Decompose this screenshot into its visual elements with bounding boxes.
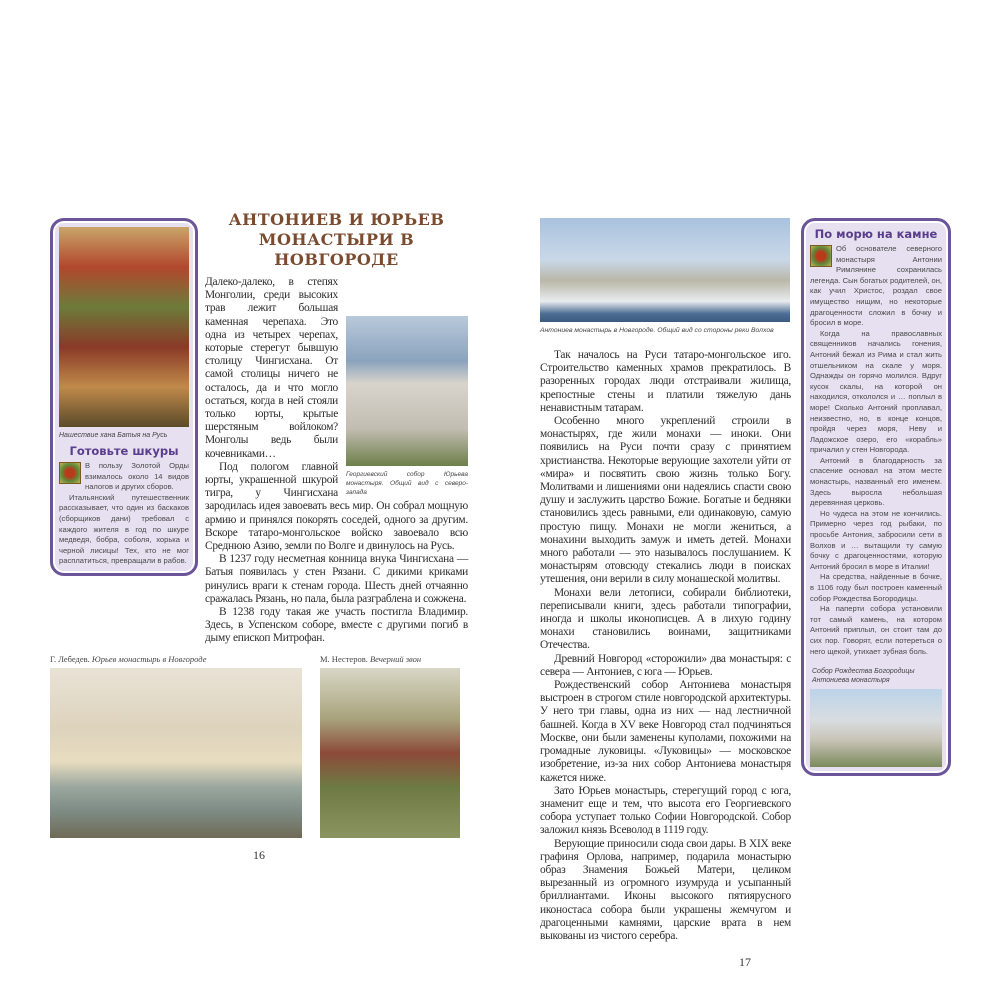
sidebar-image-caption: [812, 667, 942, 685]
left-main-column: [205, 210, 468, 646]
miniature-caption: Нашествие хана Батыя на Русь: [59, 432, 168, 439]
top-photo-caption: Антониев монастырь в Новгороде. Общий вид со стороны реки Волхов: [540, 327, 774, 334]
paintings-row: [50, 654, 468, 838]
sidebar-paragraph: Антоний в благодарность за спасение основал на этом месте монастырь, названный его именем. Здесь выросла небольшая деревянная церковь.: [810, 455, 942, 508]
paragraph: Под пологом главной юрты, украшенной шкурой тигра, у Чингисхана зародилась идея завоевать весь мир. Он собрал мощную армию и принялся покорять соседей, одного за другим. Вскоре татаро-монгольское войско завоевало всю Среднюю Азию, земли по Волге и двинулось на Русь.: [205, 460, 468, 553]
sidebar-heading: По морю на камне: [814, 227, 938, 241]
caption-line: Собор Рождества Богородицы: [812, 668, 915, 676]
sidebar-paragraph: Но чудеса на этом не кончились. Примерно через год рыбаки, по просьбе Антония, забросили сети в Волхов и … вытащили ту самую бочку с драгоценностями, которую Антоний бросил в море в Италии!: [810, 508, 942, 571]
paragraph: Далеко-далеко, в степях Монголии, среди высоких трав лежит большая каменная черепаха. Это одна из четырех черепах, которые стерегут бывшую столицу Чингисхана. От самой столицы ничего не осталось, да и что могло остаться, когда в ней стояли только юрты, крытые шерстяным войлоком? Монголы ведь были кочевниками…: [205, 276, 338, 460]
painting2-figure: [320, 654, 460, 838]
painting1-figure: [50, 654, 302, 838]
inset-caption: Георгиевский собор Юрьева монастыря. Общий вид с северо-запада: [346, 471, 468, 496]
right-body-text: [540, 349, 791, 943]
title-line: АНТОНИЕВ И ЮРЬЕВ: [228, 210, 445, 229]
sidebar-paragraph: Когда на православных священников начались гонения, Антоний бежал из Рима и стал жить отшельником на скале у моря. Однажды он горячо молился. Вдруг кусок скалы, на которой он находился, откололся и … поплыл в море! Сколько Антоний проплавал, неизвестно, но, в конце концов, пройдя через моря, Неву и Ладожское озеро, его «корабль» причалил у стен Новгорода.: [810, 328, 942, 455]
painting-author: М. Нестеров.: [320, 653, 368, 664]
antoniev-monastery-photo: [540, 218, 790, 322]
sidebar-paragraph: Об основателе северного монастыря Антонии Римлянине сохранилась легенда. Сын богатых родителей, он, как учил Христос, роздал свое имущество нищим, но некоторые драгоценности сложил в бочку и бросил в море.: [810, 244, 942, 328]
sidebar-text: [810, 244, 942, 657]
paragraph: В 1238 году такая же участь постигла Владимир. Здесь, в Успенском соборе, вместе с другими погиб в дыму епископ Митрофан.: [205, 606, 468, 645]
dropcap-ornament-icon: [59, 462, 81, 484]
chapter-title: [205, 210, 468, 270]
left-page: [50, 210, 468, 863]
painting-title: Юрьев монастырь в Новгороде: [91, 653, 207, 664]
right-main-column: [540, 218, 791, 970]
sidebar-text: [59, 461, 189, 567]
paragraph: В 1237 году несметная конница внука Чингисхана — Батыя появилась у стен Рязани. С дикими криками ринулись враги к стенам города. Шесть дней отчаянно сражалась Рязань, но пала, была разграблена и сожжена.: [205, 553, 468, 605]
page-number: 16: [253, 847, 265, 862]
paragraph: Рождественский собор Антониева монастыря выстроен в строгом стиле новгородской архитектуры. У него три главы, одна из них — над лестничной башней. Когда в XV веке Новгород стал подчиняться Москве, они были заменены куполами, похожими на громадные луковицы. «Луковицы» — московское изобретение, из-за них собор Антониева монастыря кажется ниже.: [540, 679, 791, 784]
sidebar-paragraph: Итальянский путешественник рассказывает, что один из баскаков (сборщиков дани) требовал с каждого жителя в год по шкуре медведя, бобра, соболя, хорька и черной лисицы! Тех, кто не мог расплатиться, превращали в рабов.: [59, 492, 189, 566]
caption-line: Антониева монастыря: [812, 677, 890, 685]
painting-title: Вечерний звон: [369, 653, 422, 664]
inset-figure: [346, 316, 468, 497]
batu-invasion-miniature: [59, 227, 189, 427]
paragraph: Так началось на Руси татаро-монгольское иго. Строительство каменных храмов прекратилось. В разоренных городах люди отстраивали жилища, крепостные стены и платили тяжелую дань ненавистным татарам.: [540, 349, 791, 414]
sidebar-paragraph: На паперти собора установили тот самый камень, на котором Антоний приплыл, он стоит там до сих пор. Говорят, если потереться о него щекой, утихает зубная боль.: [810, 604, 942, 656]
nativity-cathedral-photo: [810, 689, 942, 767]
paragraph: Древний Новгород «сторожили» два монастыря: с севера — Антониев, с юга — Юрьев.: [540, 652, 791, 678]
sidebar-heading: Готовьте шкуры: [69, 444, 179, 458]
georgievsky-cathedral-photo: [346, 316, 468, 466]
paragraph: Особенно много укреплений строили в монастырях, где жили монахи — иноки. Они появились на Руси почти сразу с принятием христианства. Некоторые верующие захотели уйти от «мира» и посвятить свою жизнь только Богу. Молитвами и лишениями они надеялись спасти свою душу и заслужить царство Божие. Богатые и бедняки становились здесь равными, ели одинаковую, самую простую пищу. Монахи не могли жениться, а монахини выходить замуж и иметь детей. Монахи много работали — это называлось послушанием. К монастырям отовсюду стекались люди в поисках утешения, они верили в силу монашеской молитвы.: [540, 415, 791, 586]
painting2-caption: [320, 654, 460, 664]
title-line: МОНАСТЫРИ В НОВГОРОДЕ: [258, 230, 415, 269]
dropcap-ornament-icon: [810, 245, 832, 267]
paragraph: Монахи вели летописи, собирали библиотеки, переписывали книги, здесь работали типографии, иногда и школы иконописцев. А в лихую годину монахи становились воинами, защитниками Отечества.: [540, 586, 791, 652]
nesterov-painting: [320, 668, 460, 838]
sidebar-paragraph: На средства, найденные в бочке, в 1106 году был построен каменный собор Рождества Богородицы.: [810, 572, 942, 603]
page-number: 17: [739, 955, 751, 970]
painting1-caption: [50, 654, 302, 664]
sidebar-paragraph: В пользу Золотой Орды взималось около 14 видов налогов и других сборов.: [85, 461, 189, 492]
right-page: [540, 218, 952, 970]
sidebar-box-skins: [50, 218, 198, 576]
left-top-row: [50, 210, 468, 646]
lebedev-painting: [50, 668, 302, 838]
sidebar-box-sea-stone: [801, 218, 951, 776]
left-body-text: [205, 276, 468, 646]
paragraph: Верующие приносили сюда свои дары. В XIX веке графиня Орлова, например, подарила монастырю образ Знамения Божьей Матери, целиком вырезанный из огромного изумруда и усыпанный бриллиантами. Иконы высокого пятиярусного иконостаса собора были украшены жемчугом и драгоценными камнями, царские врата в нем выкованы из чистого серебра.: [540, 837, 791, 942]
paragraph: Зато Юрьев монастырь, стерегущий город с юга, знаменит еще и тем, что высота его Георгиевского собора уступает только Софии Новгородской. Собор заложил князь Всеволод в 1119 году.: [540, 784, 791, 837]
painting-author: Г. Лебедев.: [50, 653, 90, 664]
